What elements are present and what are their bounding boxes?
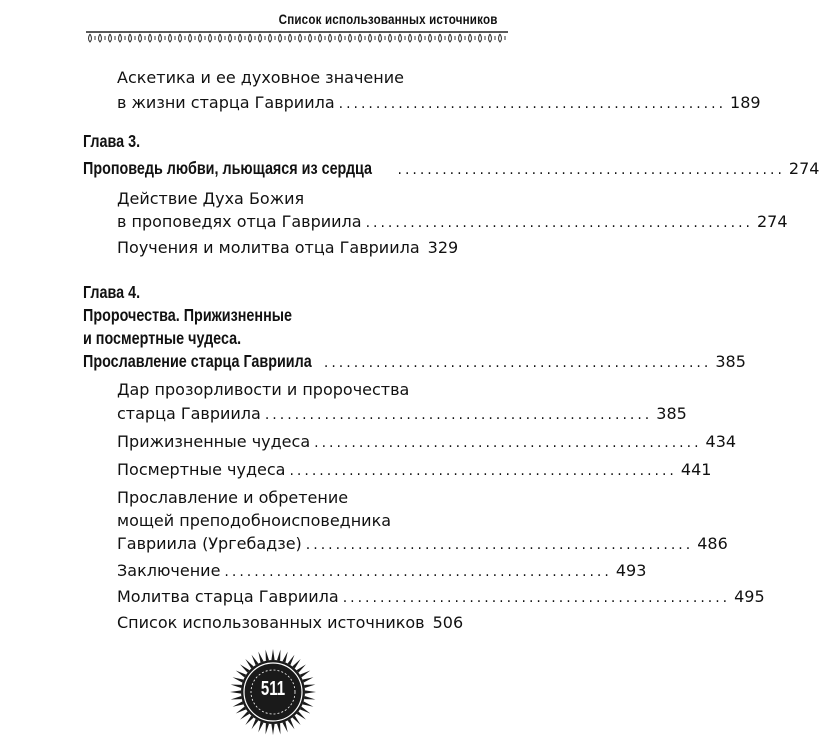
ornament-motif xyxy=(159,34,166,42)
toc-entry-clairvoyance-line1: Дар прозорливости и пророчества xyxy=(117,380,410,399)
toc-entry-asceticism-line1: Аскетика и ее духовное значение xyxy=(117,68,404,87)
ornament-motif xyxy=(189,34,196,42)
toc-entry-title: Молитва старца Гавриила xyxy=(117,587,339,606)
toc-entry-clairvoyance[interactable] xyxy=(117,404,687,423)
medallion-ray xyxy=(252,655,259,665)
medallion-ray xyxy=(252,719,259,729)
medallion-ray xyxy=(300,671,310,678)
ornament-motif xyxy=(289,34,296,42)
page-number: 493 xyxy=(615,561,647,580)
toc-chapter-3[interactable] xyxy=(83,158,819,179)
ornament-motif xyxy=(359,34,366,42)
leader-dots: .................................................... xyxy=(342,590,731,606)
ornament-motif xyxy=(139,34,146,42)
ornament-motif xyxy=(369,34,376,42)
leader-dots: .................................................... xyxy=(289,463,677,479)
ornament-motif xyxy=(259,34,266,42)
medallion-ray xyxy=(296,664,305,672)
ornament-motif xyxy=(209,34,216,42)
chapter-title: Прославление старца Гавриила xyxy=(83,351,312,371)
medallion-ray xyxy=(271,724,274,735)
toc-entry-title: старца Гавриила xyxy=(117,404,261,423)
ornament-motif xyxy=(329,34,336,42)
ornament-motif xyxy=(409,34,416,42)
page-number: 441 xyxy=(680,460,712,479)
ornament-motif xyxy=(249,34,256,42)
ornament-motif xyxy=(339,34,346,42)
page-number: 495 xyxy=(734,587,765,606)
toc-entry-glorification-line1: Прославление и обретение xyxy=(117,488,349,507)
toc-entry-title: в жизни старца Гавриила xyxy=(117,93,335,112)
leader-dots: .................................................... xyxy=(365,215,753,231)
ornament-motif xyxy=(389,34,396,42)
toc-entry-title: Список использованных источников xyxy=(117,613,425,632)
medallion-ray xyxy=(292,659,300,668)
medallion-ray xyxy=(245,715,253,724)
leader-dots: .................................................... xyxy=(305,537,694,553)
leader-dots: .................................................... xyxy=(338,96,727,112)
medallion-ray xyxy=(277,723,280,734)
ornament-motif xyxy=(99,34,106,42)
medallion-ray xyxy=(240,711,249,719)
running-head: Список использованных источников xyxy=(279,12,498,27)
medallion-ray xyxy=(236,707,246,714)
ornament-motif xyxy=(449,34,456,42)
medallion-ray xyxy=(245,659,253,668)
page-number: 385 xyxy=(656,404,687,423)
ornament-motif xyxy=(149,34,156,42)
toc-chapter-4[interactable] xyxy=(83,351,746,372)
ornament-motif xyxy=(489,34,496,42)
medallion-ray xyxy=(302,701,313,706)
medallion-ray xyxy=(277,650,280,661)
medallion-ray xyxy=(282,652,287,663)
page-number: 434 xyxy=(705,432,737,451)
ornament-motif xyxy=(469,34,476,42)
ornament-motif xyxy=(219,34,226,42)
medallion-ray xyxy=(236,671,246,678)
toc-entry-sources[interactable] xyxy=(117,613,464,632)
ornament-motif xyxy=(299,34,306,42)
ornament-motif xyxy=(179,34,186,42)
page-number: 329 xyxy=(427,238,459,257)
medallion-ray xyxy=(282,721,287,732)
ornament-motif xyxy=(349,34,356,42)
ornament-motif xyxy=(439,34,446,42)
medallion-ray xyxy=(240,664,249,672)
medallion-ray xyxy=(296,711,305,719)
ornament-motif xyxy=(279,34,286,42)
ornament-motif xyxy=(89,34,96,42)
page-number: 506 xyxy=(432,613,464,632)
toc-entry-title: Заключение xyxy=(117,561,221,580)
medallion-ray xyxy=(258,652,263,663)
page-number-label: 511 xyxy=(260,678,286,700)
medallion-ray xyxy=(258,721,263,732)
toc-entry-holy-spirit[interactable] xyxy=(117,212,788,231)
toc-entry-holy-spirit-line1: Действие Духа Божия xyxy=(117,189,305,208)
medallion-ray xyxy=(266,650,269,661)
ornament-motif xyxy=(479,34,486,42)
toc-entry-asceticism[interactable] xyxy=(117,93,761,112)
chapter-3-label: Глава 3. xyxy=(83,131,141,151)
ornament-motif xyxy=(269,34,276,42)
page-number: 486 xyxy=(697,534,728,553)
ornament-motif xyxy=(499,34,506,42)
medallion-ray xyxy=(271,649,274,660)
header-ornament-border xyxy=(86,30,508,46)
page-number: 274 xyxy=(756,212,788,231)
ornament-motif xyxy=(109,34,116,42)
leader-dots: .................................................... xyxy=(323,355,712,371)
medallion-ray xyxy=(300,707,310,714)
leader-dots: .................................................... xyxy=(224,564,612,580)
chapter-4-title-line1: Пророчества. Прижизненные xyxy=(83,305,292,325)
toc-entry-conclusion[interactable] xyxy=(117,561,647,580)
chapter-4-title-line2: и посмертные чудеса. xyxy=(83,328,242,348)
toc-entry-title: Посмертные чудеса xyxy=(117,460,286,479)
ornament-motif xyxy=(319,34,326,42)
ornament-motif xyxy=(429,34,436,42)
page-number: 274 xyxy=(788,159,819,178)
ornament-motif xyxy=(119,34,126,42)
toc-entry-title: в проповедях отца Гавриила xyxy=(117,212,362,231)
ornament-motif xyxy=(309,34,316,42)
toc-entry-title: Поучения и молитва отца Гавриила xyxy=(117,238,420,257)
ornament-motif xyxy=(239,34,246,42)
medallion-ray xyxy=(305,690,316,693)
toc-entry-glorification[interactable] xyxy=(117,534,728,553)
medallion-ray xyxy=(292,715,300,724)
leader-dots: .................................................... xyxy=(264,407,653,423)
ornament-motif xyxy=(129,34,136,42)
ornament-motif xyxy=(459,34,466,42)
toc-entry-glorification-line2: мощей преподобноисповедника xyxy=(117,511,392,530)
leader-dots: .................................................... xyxy=(314,435,702,451)
ornament-motif xyxy=(379,34,386,42)
toc-entry-title: Гавриила (Ургебадзе) xyxy=(117,534,302,553)
page-number: 385 xyxy=(715,352,746,371)
medallion-ray xyxy=(288,719,295,729)
toc-entry-posthumous-miracles[interactable] xyxy=(117,460,712,479)
medallion-ray xyxy=(266,723,269,734)
chapter-4-label: Глава 4. xyxy=(83,282,141,302)
chapter-title: Проповедь любви, льющаяся из сердца xyxy=(83,158,373,178)
toc-entry-teachings[interactable] xyxy=(117,238,458,257)
medallion-ray xyxy=(288,655,295,665)
leader-dots: .................................................... xyxy=(397,162,785,178)
page-number: 189 xyxy=(730,93,761,112)
ornament-motif xyxy=(169,34,176,42)
ornament-motif xyxy=(229,34,236,42)
ornament-motif xyxy=(199,34,206,42)
ornament-motif xyxy=(399,34,406,42)
ornament-motif xyxy=(419,34,426,42)
medallion-ray xyxy=(233,701,244,706)
toc-entry-title: Прижизненные чудеса xyxy=(117,432,311,451)
toc-entry-prayer[interactable] xyxy=(117,587,765,606)
toc-entry-lifetime-miracles[interactable] xyxy=(117,432,737,451)
